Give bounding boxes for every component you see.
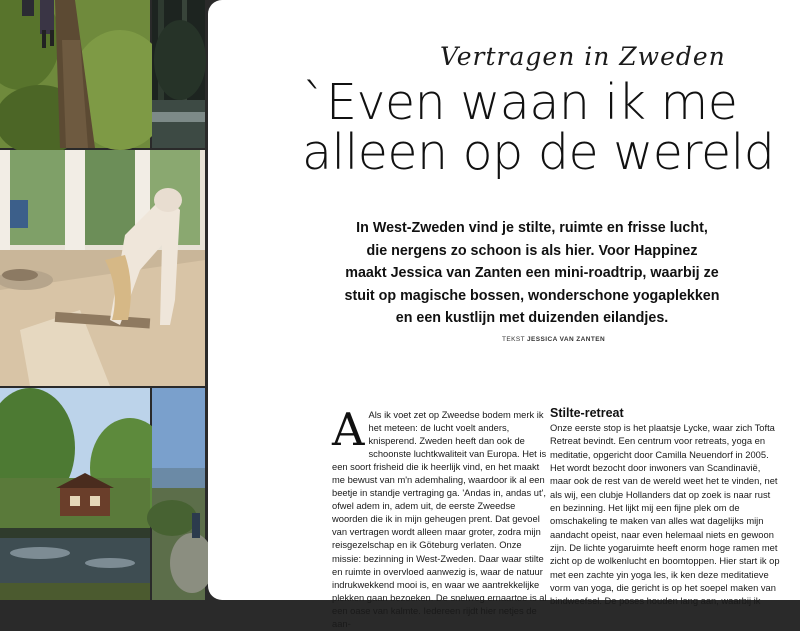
section-subhead: Stilte-retreat	[550, 406, 624, 420]
photo-strip	[0, 0, 205, 600]
lake-cabin-photo	[0, 388, 150, 600]
headline-line-2: alleen op de wereld	[302, 124, 775, 181]
body-column-2	[550, 406, 783, 609]
article-intro: In West-Zweden vind je stilte, ruimte en frisse lucht, die nergens zo schoon is als hier. Voor Happinez maakt Jessica van Zanten een mini-roadtrip, waarbij ze stuit op magische bossen, wonderschone yogaplekken en een kustlijn met duizenden eilandjes.	[344, 220, 720, 327]
forest-path-photo	[0, 0, 150, 148]
body-column-1	[332, 403, 548, 631]
credit-name: JESSICA VAN ZANTEN	[527, 336, 606, 343]
article-headline	[302, 74, 800, 181]
author-credit	[502, 336, 605, 343]
credit-label: TEKST	[502, 336, 528, 343]
dark-forest-photo	[152, 0, 205, 148]
yoga-pose-photo	[0, 150, 205, 386]
magazine-page	[208, 0, 800, 629]
body-text-2: Onze eerste stop is het plaatsje Lycke, waar zich Tofta Retreat bevindt. Een centrum voor retreats, yoga en meditatie, opgericht door Camilla Neuendorf in 2005. Het wordt bezocht door inwoners van Scandinavië, maar ook de rest van de wereld weet het te vinden, net als wij, een clubje Hollanders dat op zoek is naar rust en bezinning. Het lijkt mij een fijne plek om de omschakeling te maken van alles wat dagelijks mijn aandacht opeist, naar even helemaal niets en gewoon zijn. De lichte yogaruimte heeft enorm hoge ramen met zicht op de wolkenlucht en boomtoppen. Hier start ik op met een zachte yin yoga les, ik ken deze meditatieve vorm van yoga, die gericht is op het soepel maken van bindweefsel. De poses houden lang aan, waarbij ik	[550, 423, 780, 607]
body-text-1: Als ik voet zet op Zweedse bodem merk ik het meteen: de lucht voelt anders, knisperend. Zweden heeft dan ook de schoonste luchtkwaliteit van Europa. Het is een soort frisheid die ik heerlijk vind, en het maakt me bewust van m'n ademhaling, waardoor ik al een beetje in standje vertraging ga. 'Andas in, andas ut', ofwel adem in, adem uit, de eerste Zweedse woorden die ik in mijn geheugen prent. Dat gevoel van vertragen wordt alleen maar groter, zodra mijn reisgezelschap en ik Göteburg verlaten. Onze missie: bezinning in West-Zweden. Daar waar stilte en ruimte in overvloed aanwezig is, waar de natuur indrukwekkend mooi is, en waar we aantrekkelijke plekken gaan bezoeken. De snelweg ernaartoe is al een oase van kalmte. Iedereen rijdt hier netjes de aan-	[332, 410, 547, 629]
drop-cap: A	[332, 403, 365, 456]
article-kicker: Vertragen in Zweden	[440, 42, 726, 71]
coast-view-photo	[152, 388, 205, 600]
headline-line-1: `Even waan ik me	[302, 74, 738, 131]
